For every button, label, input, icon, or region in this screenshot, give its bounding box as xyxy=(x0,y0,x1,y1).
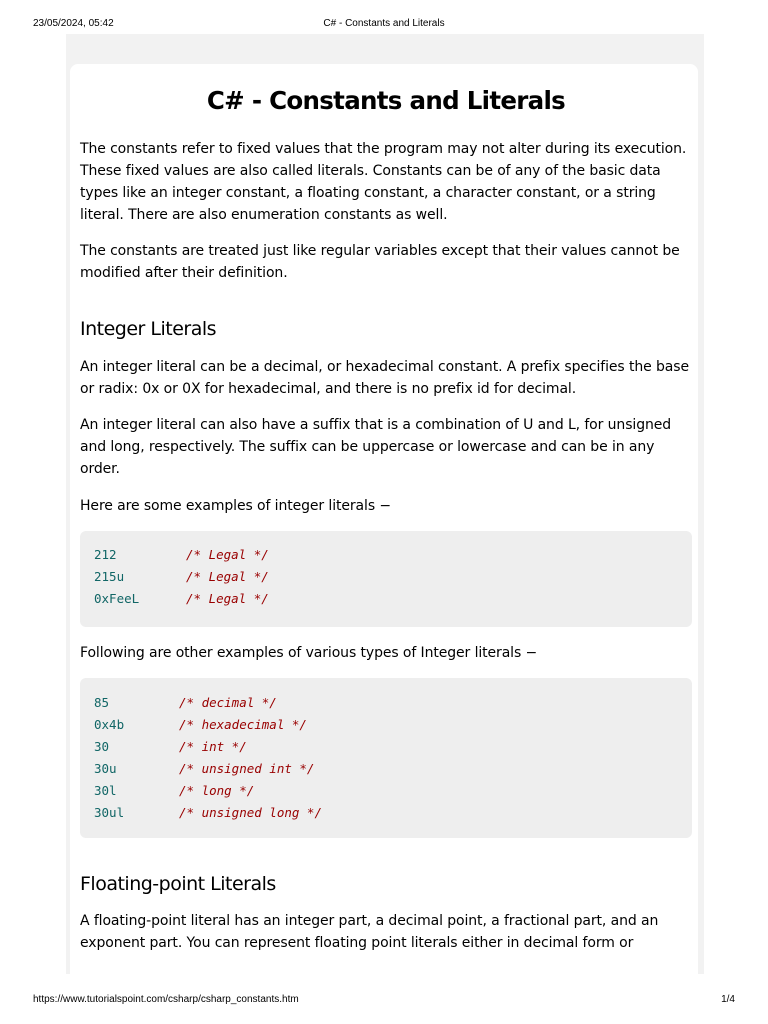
code-literal: 85 xyxy=(94,695,110,710)
print-page-number: 1/4 xyxy=(721,994,735,1005)
integer-paragraph-2: An integer literal can also have a suffix that is a combination of U and L, for unsigned and long, respectively. The suffix can be uppercase or lowercase and can be in any order. xyxy=(80,417,672,477)
integer-paragraph-3: Here are some examples of integer literals − xyxy=(80,498,392,514)
code-line xyxy=(94,736,247,758)
page-title: C# - Constants and Literals xyxy=(206,86,566,115)
code-block-integer-examples xyxy=(80,531,692,627)
code-literal: 215u xyxy=(94,569,125,584)
code-comment: /* Legal */ xyxy=(186,569,269,584)
code-line xyxy=(94,802,322,824)
code-literal: 30ul xyxy=(94,805,125,820)
print-url: https://www.tutorialspoint.com/csharp/csharp_constants.htm xyxy=(33,994,299,1005)
floating-point-heading: Floating-point Literals xyxy=(80,873,276,895)
print-title: C# - Constants and Literals xyxy=(323,18,445,29)
code-line xyxy=(94,780,255,802)
code-comment: /* decimal */ xyxy=(179,695,277,710)
code-comment: /* Legal */ xyxy=(186,591,269,606)
code-comment: /* long */ xyxy=(179,783,255,798)
article-card xyxy=(70,64,698,974)
code-comment: /* unsigned long */ xyxy=(179,805,322,820)
code-literal: 0x4b xyxy=(94,717,125,732)
code-line xyxy=(94,588,269,610)
following-paragraph: Following are other examples of various types of Integer literals − xyxy=(80,645,538,661)
print-date: 23/05/2024, 05:42 xyxy=(33,18,114,29)
code-line xyxy=(94,714,307,736)
code-line xyxy=(94,566,269,588)
code-comment: /* hexadecimal */ xyxy=(179,717,307,732)
code-literal: 30l xyxy=(94,783,117,798)
code-block-integer-types xyxy=(80,678,692,838)
code-comment: /* Legal */ xyxy=(186,547,269,562)
integer-paragraph-1: An integer literal can be a decimal, or hexadecimal constant. A prefix specifies the base or radix: 0x or 0X for hexadecimal, and there is no prefix id for decimal. xyxy=(80,359,689,397)
code-literal: 212 xyxy=(94,547,117,562)
code-comment: /* unsigned int */ xyxy=(179,761,315,776)
code-literal: 30u xyxy=(94,761,117,776)
code-line xyxy=(94,758,315,780)
code-line xyxy=(94,544,269,566)
intro-paragraph-2: The constants are treated just like regular variables except that their values cannot be modified after their definition. xyxy=(80,243,680,281)
integer-literals-heading: Integer Literals xyxy=(80,318,217,340)
floating-point-paragraph: A floating-point literal has an integer part, a decimal point, a fractional part, and an exponent part. You can represent floating point literals either in decimal form or xyxy=(80,913,659,951)
code-line xyxy=(94,692,277,714)
code-literal: 0xFeeL xyxy=(94,591,140,606)
page-background xyxy=(66,34,704,974)
print-header xyxy=(0,18,768,32)
intro-paragraph-1: The constants refer to fixed values that the program may not alter during its execution. These fixed values are also called literals. Constants can be of any of the basic data types like an integer constant, a floating constant, a character constant, or a string literal. There are also enumeration constants as well. xyxy=(80,141,687,223)
code-literal: 30 xyxy=(94,739,110,754)
code-comment: /* int */ xyxy=(179,739,247,754)
